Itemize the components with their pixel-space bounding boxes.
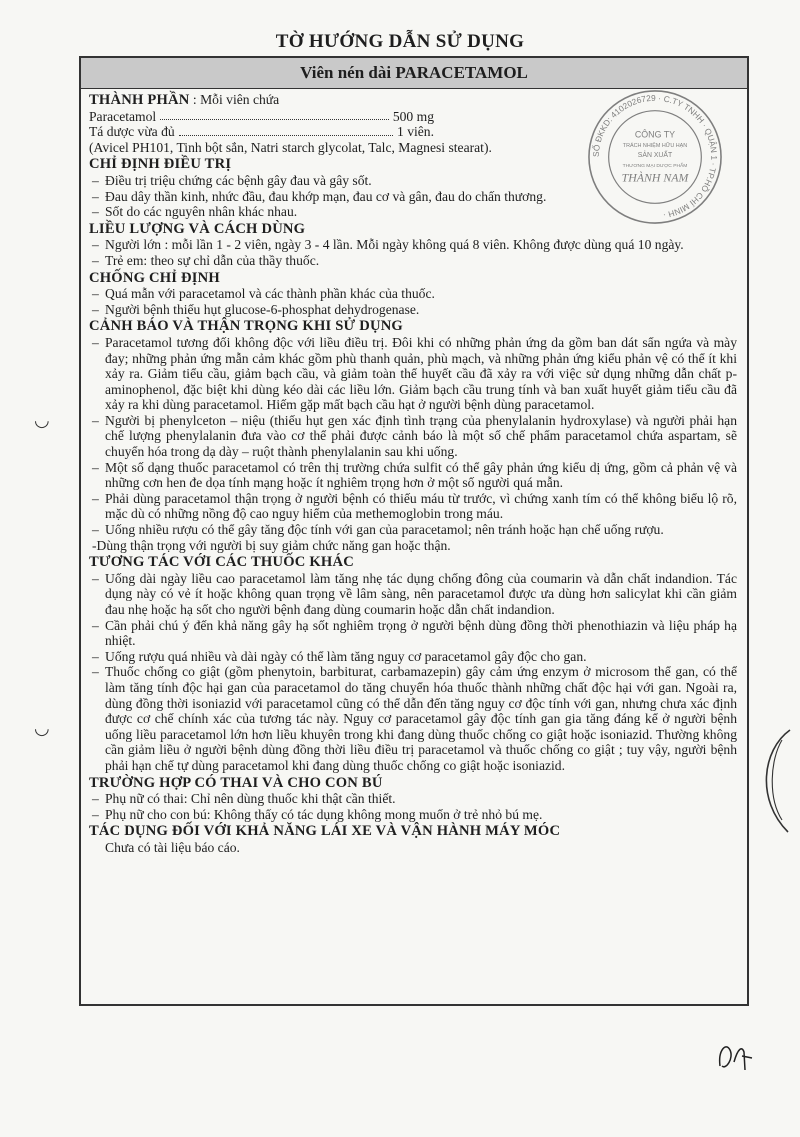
contraindications-heading: CHỐNG CHỈ ĐỊNH: [89, 269, 220, 286]
list-item: – Uống nhiều rượu có thể gây tăng độc tính với gan của paracetamol; nên tránh hoặc hạn chế uống rượu.: [92, 522, 664, 538]
list-item: – Sốt do các nguyên nhân khác nhau.: [92, 204, 298, 220]
indications-heading: CHỈ ĐỊNH ĐIỀU TRỊ: [89, 156, 232, 173]
ingredient-name: Paracetamol: [89, 108, 157, 124]
list-item: – Phải dùng paracetamol thận trọng ở người bệnh có thiếu máu từ trước, vì chứng xanh tím có thể không biểu lộ rõ, mặc dù có những nồng độ cao nguy hiểm của methemoglobin trong máu.: [92, 490, 737, 522]
dosage-section: [89, 222, 737, 269]
driving-section: [89, 824, 737, 855]
driving-heading: TÁC DỤNG ĐỐI VỚI KHẢ NĂNG LÁI XE VÀ VẬN HÀNH MÁY MÓC: [89, 823, 561, 840]
handwritten-initials: [712, 1036, 762, 1080]
svg-text:CÔNG TY: CÔNG TY: [634, 129, 676, 140]
contraindications-section: [89, 271, 737, 318]
list-item: – Trẻ em: theo sự chỉ dẫn của thầy thuốc.: [92, 252, 320, 268]
dosage-heading: LIỀU LƯỢNG VÀ CÁCH DÙNG: [89, 220, 306, 237]
composition-heading-suffix: : Mỗi viên chứa: [192, 92, 280, 107]
pregnancy-section: [89, 776, 737, 823]
composition-heading: THÀNH PHẦN: [89, 92, 190, 108]
product-name-bar: Viên nén dài PARACETAMOL: [81, 58, 747, 89]
svg-text:SẢN XUẤT: SẢN XUẤT: [637, 152, 673, 159]
ingredient-amount: 1 viên.: [397, 124, 434, 140]
warnings-heading: CẢNH BÁO VÀ THẬN TRỌNG KHI SỬ DỤNG: [89, 318, 403, 335]
ingredient-amount: 500 mg: [392, 108, 434, 124]
side-stamp-fragment: [742, 720, 800, 840]
list-item: – Một số dạng thuốc paracetamol có trên thị trường chứa sulfit có thể gây phản ứng kiểu dị ứng, gồm cả phản vệ và những cơn hen đe dọa tính mạng hoặc ít nghiêm trọng hơn ở một số người quá mẫn.: [92, 459, 737, 491]
list-item: – Thuốc chống co giật (gồm phenytoin, barbiturat, carbamazepin) gây cảm ứng enzym ở microsom thể gan, có thể làm tăng tính độc hại gan của paracetamol do tăng chuyển hóa thuốc thành những chất độc hại với gan. Ngoài ra, dùng đồng thời isoniazid với paracetamol cũng có thể dẫn đến tăng nguy cơ độc tính với gan, nhưng chưa xác định được cơ chế chính xác của tương tác này. Nguy cơ paracetamol gây độc tính gan gia tăng đáng kể ở người bệnh uống liều paracetamol lớn hơn liều khuyên trong khi đang dùng thuốc chống co giật hoặc isoniazid. Thường không cần giảm liều ở người bệnh dùng đồng thời liều điều trị paracetamol và thuốc chống co giật ; tuy vậy, người bệnh phải hạn chế tự dùng paracetamol khi đang dùng thuốc chống co giật hoặc isoniazid.: [92, 664, 737, 773]
warnings-section: [89, 319, 737, 553]
list-item: – Người bị phenylceton – niệu (thiếu hụt gen xác định tình trạng của phenylalanin hydroxylase) và người phải hạn chế lượng phenylalanin đưa vào cơ thể phải được cảnh báo là một số chế phẩm paracetamol chứa aspartam, sẽ chuyển hóa trong dạ dày – ruột thành phenylalanin sau khi uống.: [92, 412, 737, 460]
list-item: – Uống rượu quá nhiều và dài ngày có thể làm tăng nguy cơ paracetamol gây độc cho gan.: [92, 648, 587, 664]
svg-text:TRÁCH NHIỆM HỮU HẠN: TRÁCH NHIỆM HỮU HẠN: [622, 143, 688, 150]
stamp-ring-text: SỐ ĐKKD: 4102026729 · C.TY TNHH · QUẬN 1 · TP.HỒ CHÍ MINH ·: [590, 92, 720, 221]
list-item: – Cần phải chú ý đến khả năng gây hạ sốt nghiêm trọng ở người bệnh dùng đồng thời phenothiazin và liệu pháp hạ nhiệt.: [92, 617, 737, 649]
list-item: – Phụ nữ cho con bú: Không thấy có tác dụng không mong muốn ở trẻ nhỏ bú mẹ.: [92, 806, 543, 822]
warnings-extra-note: -Dùng thận trọng với người bị suy giảm chức năng gan hoặc thận.: [92, 537, 451, 553]
list-item: – Người lớn : mỗi lần 1 - 2 viên, ngày 3 - 4 lần. Mỗi ngày không quá 8 viên. Không được dùng quá 10 ngày.: [92, 237, 684, 253]
svg-text:THƯƠNG MẠI DƯỢC PHẨM: THƯƠNG MẠI DƯỢC PHẨM: [622, 163, 688, 169]
list-item: – Paracetamol tương đối không độc với liều điều trị. Đôi khi có những phản ứng da gồm ban dát sẩn ngứa và mày đay; những phản ứng mẫn cảm khác gồm phù thanh quản, phù mạch, và những phản ứng kiểu phản vệ có thể ít khi xảy ra. Giảm tiểu cầu, giảm bạch cầu, và giảm toàn thể huyết cầu đã xảy ra với việc sử dụng những dẫn chất p-aminophenol, đặc biệt khi dùng kéo dài các liều lớn. Giảm bạch cầu trung tính và ban xuất huyết giảm tiểu cầu đã xảy ra khi dùng paracetamol. Hiếm gặp mất bạch cầu hạt ở người bệnh dùng paracetamol.: [92, 334, 737, 413]
document-title: TỜ HƯỚNG DẪN SỬ DỤNG: [275, 31, 525, 52]
list-item: – Điều trị triệu chứng các bệnh gây đau và gây sốt.: [92, 172, 372, 188]
punch-mark-top: ◡: [34, 410, 50, 430]
dotted-leader: [160, 109, 389, 121]
list-item: – Phụ nữ có thai: Chỉ nên dùng thuốc khi thật cần thiết.: [92, 791, 396, 807]
ingredient-row: [89, 109, 434, 125]
company-stamp: [586, 88, 724, 226]
interactions-section: [89, 555, 737, 773]
list-item: – Người bệnh thiếu hụt glucose-6-phosphat dehydrogenase.: [92, 301, 420, 317]
excipients-text: (Avicel PH101, Tinh bột sắn, Natri starch glycolat, Talc, Magnesi stearat).: [89, 139, 492, 155]
ingredient-row: [89, 124, 434, 140]
list-item: – Quá mẫn với paracetamol và các thành phần khác của thuốc.: [92, 286, 435, 302]
pregnancy-heading: TRƯỜNG HỢP CÓ THAI VÀ CHO CON BÚ: [89, 774, 383, 791]
driving-text: Chưa có tài liệu báo cáo.: [105, 839, 240, 855]
interactions-heading: TƯƠNG TÁC VỚI CÁC THUỐC KHÁC: [89, 554, 354, 571]
dotted-leader: [179, 124, 393, 136]
list-item: – Đau dây thần kinh, nhức đầu, đau khớp mạn, đau cơ và gân, đau do chấn thương.: [92, 188, 547, 204]
ingredient-name: Tá dược vừa đủ: [89, 124, 175, 140]
list-item: – Uống dài ngày liều cao paracetamol làm tăng nhẹ tác dụng chống đông của coumarin và dẫn chất indandion. Tác dụng này có vẻ ít hoặc không quan trọng về lâm sàng, nên paracetamol được ưa dùng hơn salicylat khi cần giảm đau nhẹ hoặc hạ sốt cho người bệnh đang dùng coumarin hoặc dẫn chất indandion.: [92, 570, 737, 617]
punch-mark-bottom: ◡: [34, 718, 50, 738]
svg-text:THÀNH NAM: THÀNH NAM: [621, 170, 689, 185]
